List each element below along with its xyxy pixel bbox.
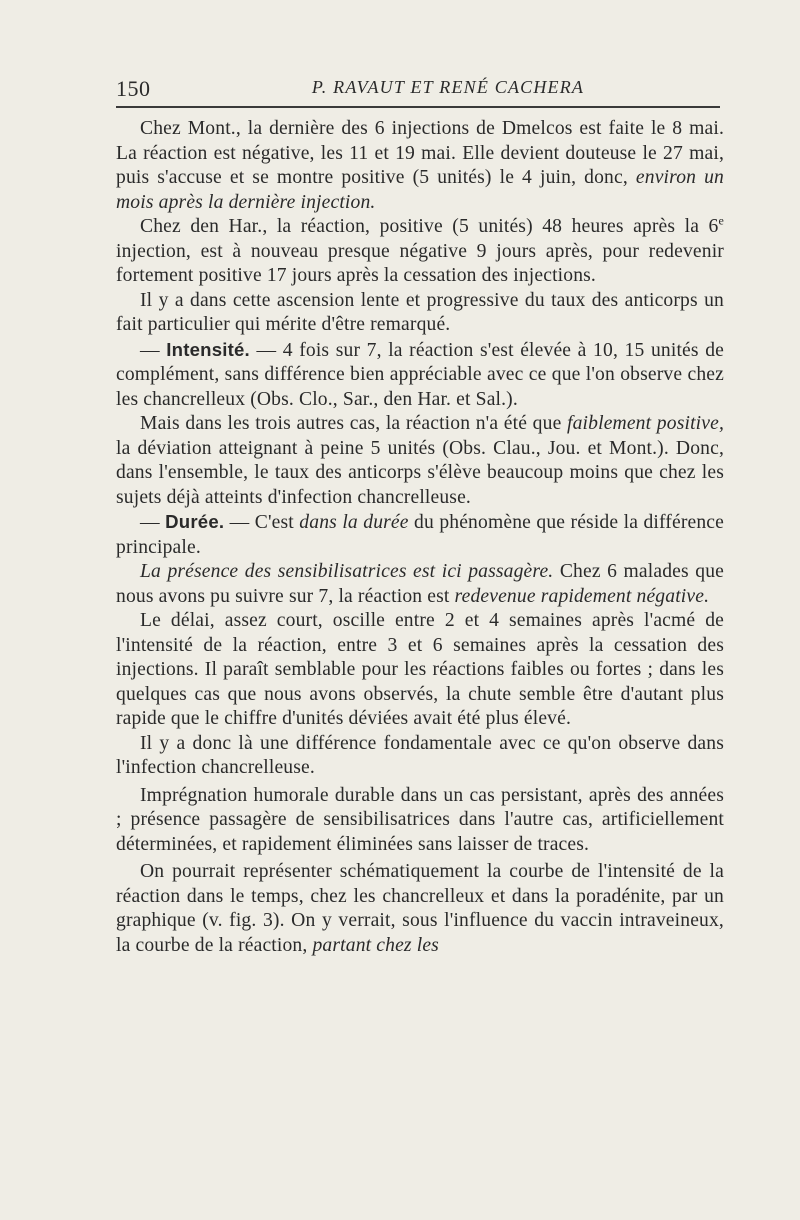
- superscript: e: [718, 213, 724, 228]
- page-header: [116, 76, 720, 102]
- italic-phrase: faiblement positive,: [567, 413, 725, 434]
- body-text: [116, 117, 724, 958]
- section-keyword-intensite: Intensité.: [166, 338, 250, 360]
- italic-phrase: redevenue rapidement négative.: [454, 585, 710, 607]
- italic-phrase: environ un mois après la dernière injection.: [116, 167, 724, 213]
- paragraph-9: Il y a donc là une différence fondamentale avec ce qu'on observe dans l'infection chancrelleuse.: [116, 732, 724, 778]
- italic-phrase: partant chez les: [312, 934, 439, 956]
- paragraph-8: Le délai, assez court, oscille entre 2 et 4 semaines après l'acmé de l'intensité de la réaction, entre 3 et 6 semaines après la cessation des injections. Il paraît semblable pour les réactions faibles ou fortes ; dans les quelques cas que nous avons observés, la chute semble être d'autant plus rapide que le chiffre d'unités déviées avait été plus élevé.: [116, 610, 724, 729]
- paragraph-intensite: — Intensité. — 4 fois sur 7, la réaction s'est élevée à 10, 15 unités de complément, sans différence bien appréciable avec ce que l'on observe chez les chancrelleux (Obs. Clo., Sar., den Har. et Sal.).: [116, 338, 724, 410]
- paragraph-1: Chez Mont., la dernière des 6 injections de Dmelcos est faite le 8 mai. La réaction est négative, les 11 et 19 mai. Elle devient douteuse le 27 mai, puis s'accuse et se montre positive (5 unités) le 4 juin, donc, environ un mois après la dernière injection.: [116, 118, 724, 213]
- paragraph-11: On pourrait représenter schématiquement la courbe de l'intensité de la réaction dans le temps, chez les chancrelleux et dans la poradénite, par un graphique (v. fig. 3). On y verrait, sous l'influence du vaccin intraveineux, la courbe de la réaction, partant chez les: [116, 861, 724, 956]
- paragraph-duree: — Durée. — C'est dans la durée du phénomène que réside la différence principale.: [116, 511, 724, 558]
- page-number: 150: [116, 76, 151, 101]
- italic-phrase: La présence des sensibilisatrices est ici passagère.: [140, 561, 554, 582]
- paragraph-10: Imprégnation humorale durable dans un cas persistant, après des années ; présence passagère de sensibilisatrices dans l'autre cas, artificiellement déterminées, et rapidement éliminées sans laisser de traces.: [116, 784, 724, 855]
- paragraph-3: Il y a dans cette ascension lente et progressive du taux des anticorps un fait particulier qui mérite d'être remarqué.: [116, 289, 724, 335]
- section-keyword-duree: Durée.: [165, 511, 225, 532]
- paragraph-2: Chez den Har., la réaction, positive (5 unités) 48 heures après la 6e injection, est à nouveau presque négative 9 jours après, pour redevenir fortement positive 17 jours après la cessation des injections.: [116, 213, 724, 286]
- header-rule: [116, 106, 720, 108]
- italic-phrase: dans la durée: [299, 512, 409, 533]
- paragraph-7: La présence des sensibilisatrices est ici passagère. Chez 6 malades que nous avons pu suivre sur 7, la réaction est redevenue rapidement négative.: [116, 561, 724, 607]
- running-head: P. RAVAUT ET RENÉ CACHERA: [311, 77, 585, 97]
- paragraph-5: Mais dans les trois autres cas, la réaction n'a été que faiblement positive, la déviation atteignant à peine 5 unités (Obs. Clau., Jou. et Mont.). Donc, dans l'ensemble, le taux des anticorps s'élève beaucoup moins que chez les sujets déjà atteints d'infection chancrelleuse.: [116, 413, 725, 508]
